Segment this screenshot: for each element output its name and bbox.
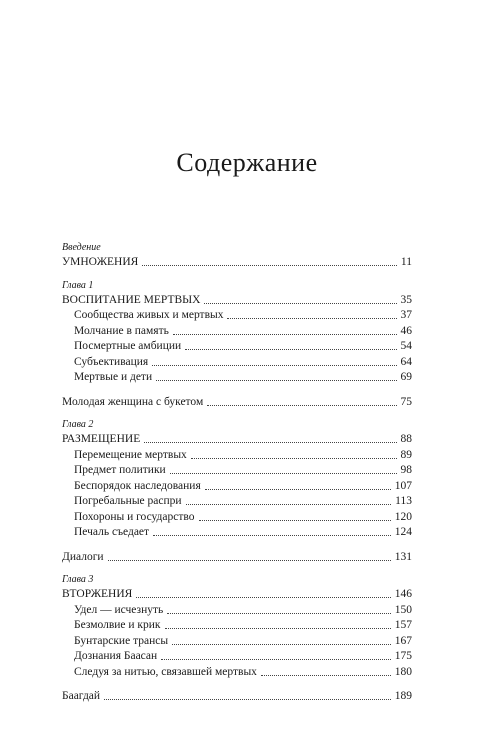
page-number: 180 (394, 665, 412, 678)
page-number: 189 (394, 690, 412, 702)
entry-title: Следуя за нитью, связавшей мертвых (74, 665, 257, 678)
entry-title: Дознания Баасан (74, 650, 158, 662)
entry-title: Баагдай (62, 690, 101, 702)
entry-title: Субъективация (74, 355, 149, 368)
page-number: 157 (394, 619, 412, 631)
dot-leader (161, 659, 391, 660)
page-number: 88 (400, 433, 412, 445)
entry-title: Погребальные распри (74, 495, 182, 507)
page-number: 64 (400, 355, 412, 368)
toc-section (62, 574, 412, 680)
dot-leader (207, 405, 396, 406)
dot-leader (170, 473, 397, 474)
dot-leader (173, 334, 397, 335)
page-number: 146 (394, 588, 412, 600)
page-number: 175 (394, 650, 412, 662)
entry-title: Безмолвие и крик (74, 619, 161, 631)
page-number: 113 (395, 495, 412, 507)
toc-section (62, 550, 412, 566)
toc-section (62, 395, 412, 411)
entry-title: Удел — исчезнуть (74, 603, 164, 616)
entry-title: Диалоги (62, 550, 104, 563)
dot-leader (152, 365, 396, 366)
dot-leader (156, 380, 396, 381)
toc-subentry[interactable] (62, 339, 412, 355)
dot-leader (167, 613, 391, 614)
dot-leader (186, 504, 392, 505)
dot-leader (165, 628, 391, 629)
page-number: 120 (394, 510, 412, 523)
entry-title: Похороны и государство (74, 510, 195, 523)
page-number: 75 (400, 395, 412, 408)
toc-entry[interactable] (62, 255, 412, 271)
toc-subentry[interactable] (62, 634, 412, 650)
section-label: Глава 2 (62, 419, 94, 430)
section-label: Глава 3 (62, 574, 94, 585)
page-number: 107 (394, 479, 412, 492)
entry-title: Беспорядок наследования (74, 479, 201, 492)
page-number: 35 (400, 293, 412, 306)
entry-title: Бунтарские трансы (74, 634, 169, 647)
dot-leader (227, 318, 396, 319)
section-label: Введение (62, 242, 101, 253)
toc-entry[interactable] (62, 432, 412, 448)
toc-subentry[interactable] (62, 510, 412, 526)
dot-leader (191, 458, 397, 459)
toc-entry[interactable] (62, 293, 412, 309)
toc-subentry[interactable] (62, 494, 412, 510)
section-label: Глава 1 (62, 279, 94, 291)
entry-title: Предмет политики (74, 464, 166, 476)
page-number: 98 (400, 464, 412, 476)
toc-section (62, 419, 412, 541)
entry-title: Перемещение мертвых (74, 448, 187, 461)
entry-title: Посмертные амбиции (74, 340, 182, 352)
dot-leader (136, 597, 390, 598)
entry-title: УМНОЖЕНИЯ (62, 256, 139, 268)
toc-entry[interactable] (62, 689, 412, 705)
dot-leader (172, 644, 391, 645)
entry-title: ВТОРЖЕНИЯ (62, 588, 133, 600)
toc-subentry[interactable] (62, 324, 412, 340)
dot-leader (261, 675, 391, 676)
toc-section (62, 280, 412, 386)
toc-subentry[interactable] (62, 603, 412, 619)
toc-subentry[interactable] (62, 649, 412, 665)
entry-title: Сообщества живых и мертвых (74, 309, 224, 321)
toc-subentry[interactable] (62, 355, 412, 371)
page-number: 167 (394, 634, 412, 647)
page-number: 37 (400, 309, 412, 321)
entry-title: РАЗМЕЩЕНИЕ (62, 433, 141, 445)
page-number: 131 (394, 550, 412, 563)
dot-leader (142, 265, 397, 266)
entry-title: ВОСПИТАНИЕ МЕРТВЫХ (62, 293, 201, 306)
page-number: 89 (400, 448, 412, 461)
dot-leader (205, 489, 391, 490)
toc-subentry[interactable] (62, 479, 412, 495)
toc-entry[interactable] (62, 587, 412, 603)
entry-title: Печаль съедает (74, 526, 150, 538)
toc-entry[interactable] (62, 395, 412, 411)
dot-leader (153, 535, 391, 536)
toc-entry[interactable] (62, 550, 412, 566)
page-number: 69 (400, 371, 412, 383)
table-of-contents (62, 242, 412, 714)
entry-title: Молодая женщина с букетом (62, 395, 204, 408)
toc-section (62, 242, 412, 271)
dot-leader (204, 303, 396, 304)
dot-leader (199, 520, 391, 521)
toc-subentry[interactable] (62, 618, 412, 634)
dot-leader (108, 560, 391, 561)
dot-leader (144, 442, 396, 443)
page-number: 11 (400, 256, 412, 268)
toc-subentry[interactable] (62, 308, 412, 324)
page-number: 150 (394, 603, 412, 616)
toc-section (62, 689, 412, 705)
page-title: Содержание (176, 148, 318, 177)
page-number: 124 (394, 526, 412, 538)
dot-leader (104, 699, 391, 700)
dot-leader (185, 349, 396, 350)
toc-subentry[interactable] (62, 525, 412, 541)
page-number: 46 (400, 324, 412, 337)
toc-subentry[interactable] (62, 463, 412, 479)
entry-title: Молчание в память (74, 324, 169, 337)
toc-subentry[interactable] (62, 370, 412, 386)
page-number: 54 (400, 340, 412, 352)
toc-subentry[interactable] (62, 665, 412, 681)
entry-title: Мертвые и дети (74, 371, 153, 383)
toc-subentry[interactable] (62, 448, 412, 464)
